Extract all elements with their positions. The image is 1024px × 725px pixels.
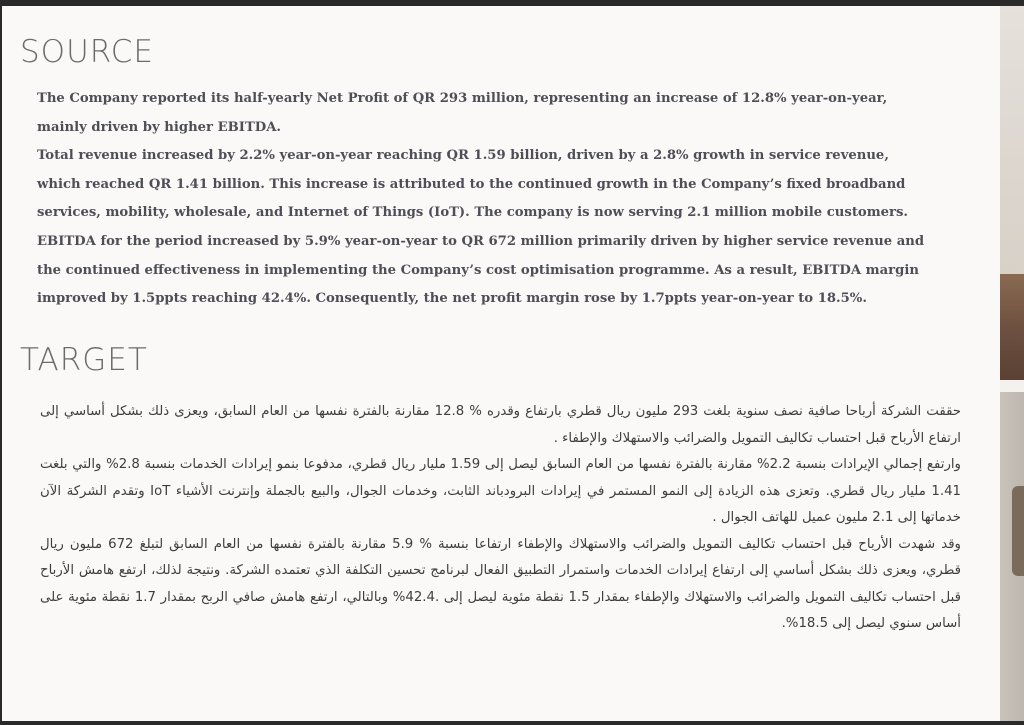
source-paragraph-1: The Company reported its half-yearly Net Profit of QR 293 million, representing an increase of 12.8% year-on-year, mainly driven by higher EBITDA.	[37, 91, 888, 135]
target-heading: TARGET	[20, 342, 148, 378]
document-page	[2, 6, 1000, 721]
target-paragraph-3: وقد شهدت الأرباح قبل احتساب تكاليف التمويل والضرائب والاستهلاك والإطفاء ارتفاعا بنسبة % 5.9 مقارنة بالفترة نفسها من العام السابق لتبلغ 672 مليون ريال قطري، ويعزى ذلك بشكل أساسي إلى ارتفاع إيرادات الخدمات واستمرار التطبيق الفعال لبرنامج تحسين التكلفة الذي تعتمده الشركة. ونتيجة لذلك، ارتفع هامش الأرباح قبل احتساب تكاليف التمويل والضرائب والاستهلاك والإطفاء بمقدار 1.5 نقطة مئوية ليصل إلى .42.4% وبالتالي، ارتفع هامش صافي الربح بمقدار 1.7 نقطة مئوية على أساس سنوي ليصل إلى 18.5%.	[40, 536, 961, 631]
photo-wall	[1000, 6, 1024, 274]
photo-wood-surface	[1000, 274, 1024, 380]
source-heading: SOURCE	[20, 34, 154, 70]
photo-gap	[1000, 380, 1024, 392]
left-border	[0, 0, 2, 725]
source-paragraph-2: Total revenue increased by 2.2% year-on-year reaching QR 1.59 billion, driven by a 2.8% growth in service revenue, which reached QR 1.41 billion. This increase is attributed to the continued growth in the Company’s fixed broadband services, mobility, wholesale, and Internet of Things (IoT). The company is now serving 2.1 million mobile customers.	[37, 148, 909, 221]
target-text	[40, 399, 961, 638]
source-text	[37, 85, 937, 314]
bottom-border	[0, 721, 1024, 725]
target-paragraph-2: وارتفع إجمالي الإيرادات بنسبة 2.2% مقارنة بالفترة نفسها من العام السابق ليصل إلى 1.59 مليار ريال قطري، مدفوعا بنمو إيرادات الخدمات بنسبة 2.8% والتي بلغت 1.41 مليار ريال قطري. وتعزى هذه الزيادة إلى النمو المستمر في إيرادات البرودباند الثابت، وخدمات الجوال، والبيع بالجملة وإنترنت الأشياء IoT وتقدم الشركة الآن خدماتها إلى 2.1 مليون عميل للهاتف الجوال .	[40, 457, 961, 525]
target-paragraph-1: حققت الشركة أرباحا صافية نصف سنوية بلغت 293 مليون ريال قطري بارتفاع وقدره % 12.8 مقارنة بالفترة نفسها من العام السابق، ويعزى ذلك بشكل أساسي إلى ارتفاع الأرباح قبل احتساب تكاليف التمويل والضرائب والاستهلاك والإطفاء .	[40, 404, 962, 446]
background-photo-strip	[1000, 6, 1024, 721]
photo-object	[1012, 486, 1024, 576]
source-paragraph-3: EBITDA for the period increased by 5.9% year-on-year to QR 672 million primarily driven by higher service revenue and the continued effectiveness in implementing the Company’s cost optimisation programme. As a result, EBITDA margin improved by 1.5ppts reaching 42.4%. Consequently, the net profit margin rose by 1.7ppts year-on-year to 18.5%.	[37, 233, 925, 307]
